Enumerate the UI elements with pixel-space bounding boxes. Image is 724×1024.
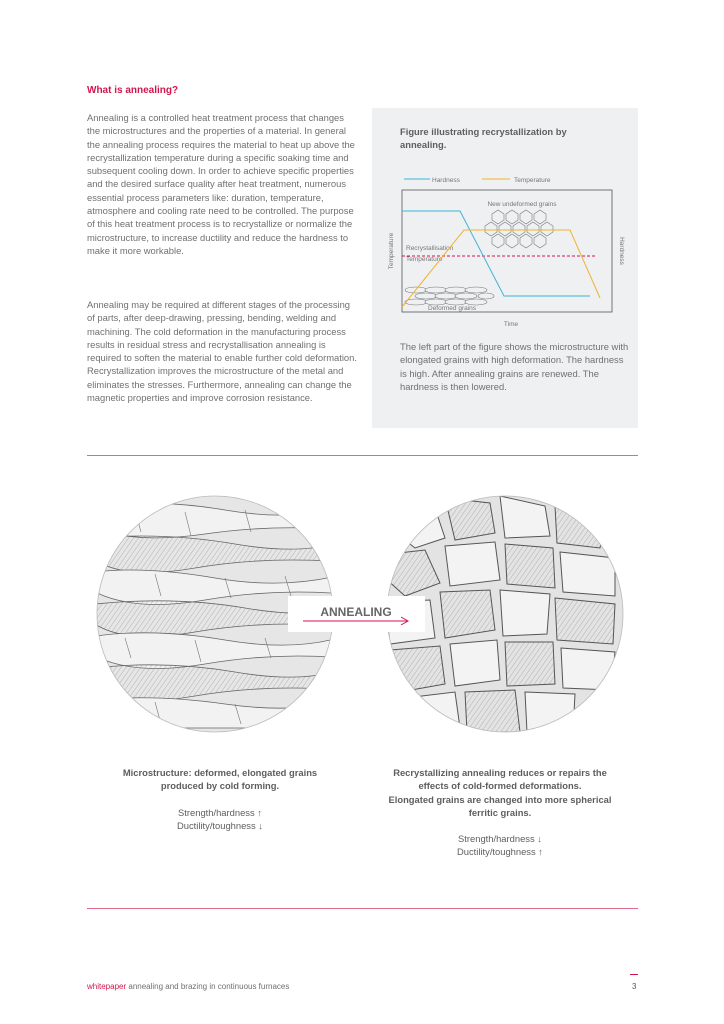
footer bbox=[87, 982, 289, 991]
label-recrystallisation: Recrystallisation bbox=[406, 245, 454, 252]
annealing-label: ANNEALING bbox=[320, 605, 392, 619]
left-caption bbox=[110, 766, 330, 832]
right-caption bbox=[380, 766, 620, 859]
footer-text: annealing and brazing in continuous furnaces bbox=[126, 982, 290, 991]
deformed-grains-ellipses bbox=[405, 287, 494, 305]
figure-title: Figure illustrating recrystallization by annealing. bbox=[400, 126, 567, 150]
recrystallization-diagram bbox=[382, 170, 632, 335]
right-strength: Strength/hardness ↓ bbox=[458, 833, 542, 845]
right-caption-bold-1: Recrystallizing annealing reduces or repairs the effects of cold-formed deformations. bbox=[393, 767, 607, 792]
hardness-curve bbox=[402, 211, 590, 296]
new-grains-hexagons bbox=[485, 210, 553, 248]
axis-y-left-label: Temperature bbox=[388, 232, 395, 270]
right-caption-bold-2: Elongated grains are changed into more spherical ferritic grains. bbox=[388, 793, 612, 818]
intro-paragraph: Annealing is a controlled heat treatment process that changes the microstructures and the properties of a material. In general the annealing process requires the material to heat up above the recrystallization temperature during a specific soaking time and subsequent cooling down. In order to achieve specific properties and the desired surface quality after heat treatment, numerous essential process parameters like: duration, temperature, atmosphere and cooling rate need to be controlled. The purpose of this heat treatment process is to recrystallize or normalize the microstructure, to increase ductility and reduce the hardness to make it more workable. bbox=[87, 112, 355, 256]
page-number: 3 bbox=[632, 982, 637, 991]
axis-x-label: Time bbox=[503, 321, 519, 328]
left-caption-bold: Microstructure: deformed, elongated grains produced by cold forming. bbox=[122, 767, 318, 792]
divider-top bbox=[87, 455, 638, 456]
left-ductility: Ductility/toughness ↓ bbox=[177, 819, 263, 831]
axis-y-right-label: Hardness bbox=[618, 237, 625, 265]
label-new-grains: New undeformed grains bbox=[487, 201, 557, 208]
annealing-illustration bbox=[95, 488, 625, 748]
section-heading: What is annealing? bbox=[87, 85, 179, 96]
figure-box bbox=[372, 108, 638, 428]
second-paragraph: Annealing may be required at different stages of the processing of parts, after deep-drawing, pressing, bending, welding and machining. The cold deformation in the manufacturing process results in residual stress and recrystallisation annealing is required to soften the material to enable further cold deformation. Recrystallization improves the microstructure of the metal and eliminates the stresses. Furthermore, annealing can change the magnetic properties and improve corrosion resistance. bbox=[87, 299, 357, 404]
label-deformed-grains: Deformed grains bbox=[428, 305, 477, 312]
footer-brand: whitepaper bbox=[87, 982, 127, 991]
left-strength: Strength/hardness ↑ bbox=[178, 806, 262, 818]
divider-bottom bbox=[87, 908, 638, 909]
figure-caption: The left part of the figure shows the microstructure with elongated grains with high deformation. The hardness is high. After annealing grains are renewed. The hardness is then lowered. bbox=[400, 341, 629, 392]
label-recryst-temperature: Temperature bbox=[406, 256, 443, 263]
legend-hardness-label: Hardness bbox=[432, 177, 460, 184]
legend-temperature-label: Temperature bbox=[514, 177, 551, 184]
page-number-mark bbox=[630, 974, 638, 975]
right-ductility: Ductility/toughness ↑ bbox=[457, 846, 543, 858]
